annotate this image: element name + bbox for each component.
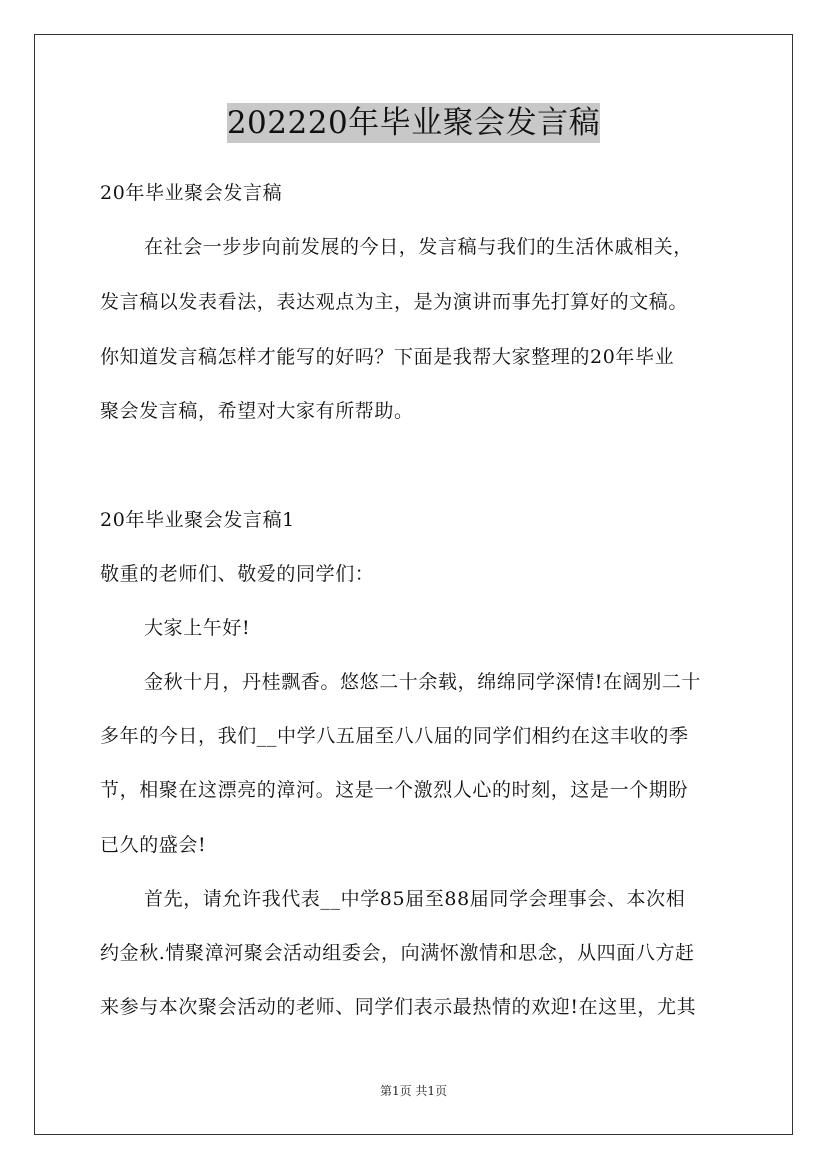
- greeting: 大家上午好!: [144, 617, 251, 639]
- paragraph1-line-3: 节，相聚在这漂亮的漳河。这是一个激烈人心的时刻，这是一个期盼: [100, 779, 689, 801]
- intro-line-4: 聚会发言稿，希望对大家有所帮助。: [100, 400, 414, 422]
- paragraph1-line-2: 多年的今日，我们__中学八五届至八八届的同学们相约在这丰收的季: [100, 725, 689, 747]
- intro-line-2: 发言稿以发表看法，表达观点为主，是为演讲而事先打算好的文稿。: [100, 291, 689, 313]
- intro-line-1: 在社会一步步向前发展的今日，发言稿与我们的生活休戚相关，: [144, 236, 693, 258]
- document-title-text: 202220年毕业聚会发言稿: [226, 105, 601, 141]
- section-heading: 20年毕业聚会发言稿1: [100, 509, 295, 531]
- intro-line-3: 你知道发言稿怎样才能写的好吗？下面是我帮大家整理的20年毕业: [100, 346, 675, 368]
- salutation: 敬重的老师们、敬爱的同学们：: [100, 563, 375, 585]
- document-subtitle: 20年毕业聚会发言稿: [100, 182, 283, 204]
- paragraph1-line-1: 金秋十月，丹桂飘香。悠悠二十余载，绵绵同学深情!在阔别二十: [144, 671, 702, 693]
- document-title: [0, 100, 827, 146]
- paragraph2-line-2: 约金秋.情聚漳河聚会活动组委会，向满怀激情和思念，从四面八方赶: [100, 942, 695, 964]
- paragraph2-line-1: 首先，请允许我代表__中学85届至88届同学会理事会、本次相: [144, 888, 686, 910]
- page-footer: 第1页 共1页: [379, 1084, 448, 1098]
- paragraph1-line-4: 已久的盛会!: [100, 834, 207, 856]
- paragraph2-line-3: 来参与本次聚会活动的老师、同学们表示最热情的欢迎!在这里，尤其: [100, 996, 697, 1018]
